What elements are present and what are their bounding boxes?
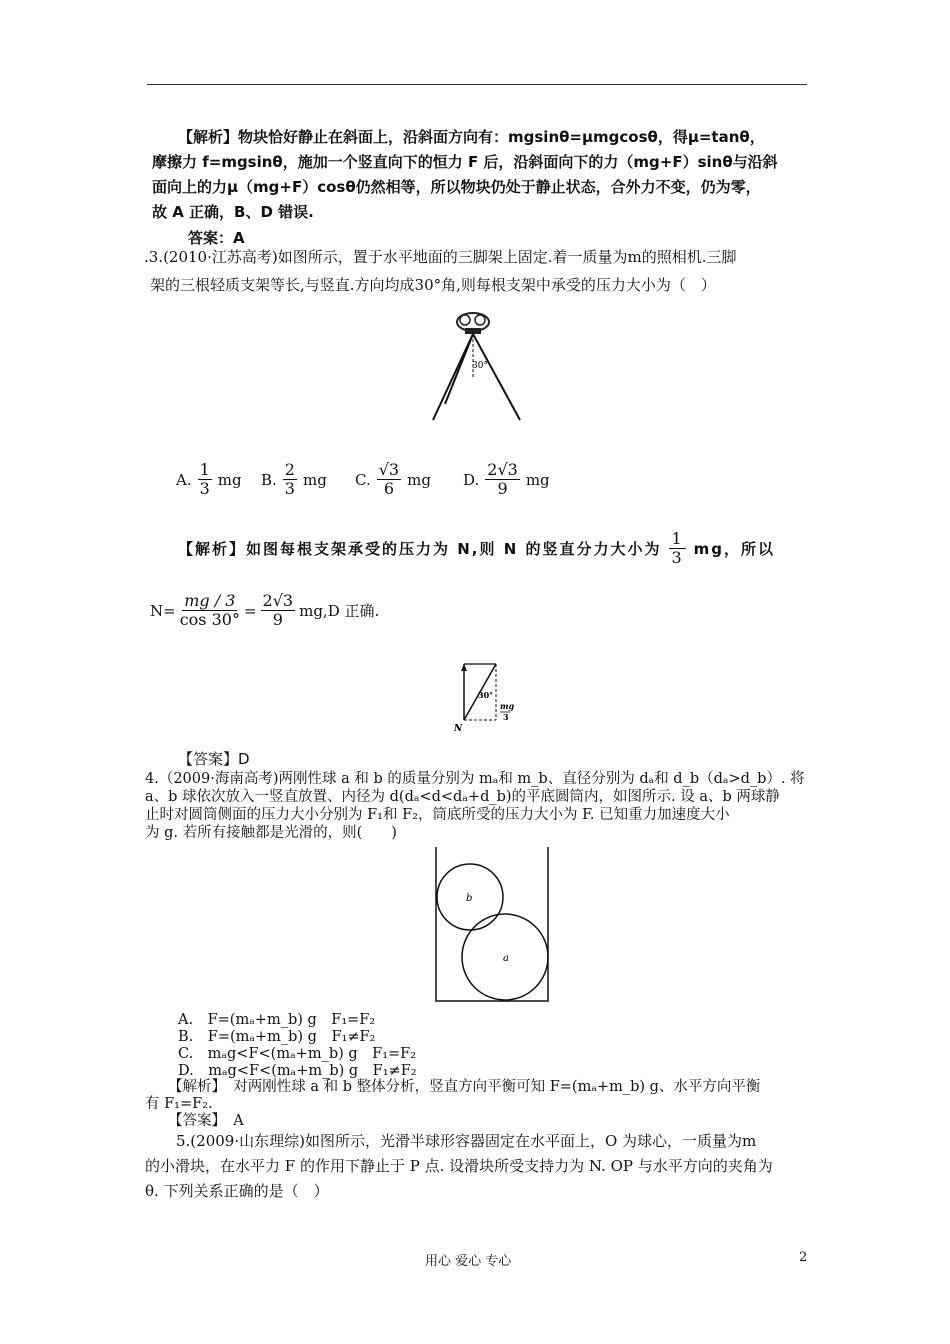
q4-explanation-line2: 有 F₁=F₂. (145, 1096, 213, 1112)
q4-option-c: C. mₐg<F<(mₐ+m_b) g F₁=F₂ (178, 1046, 417, 1062)
q5-line3: θ. 下列关系正确的是（ ） (145, 1182, 329, 1200)
tripod-leg-right (473, 334, 520, 420)
tripod-leg-middle (445, 334, 473, 404)
q3-answer: 【答案】D (178, 750, 250, 768)
q3-option-c: C. $\frac{√3}{6}$ mg (355, 460, 431, 499)
triangle-angle-label: 30° (478, 690, 494, 700)
q3-option-b: B. $\frac{2}{3}$ mg (261, 460, 327, 499)
q3-option-a: A. $\frac{1}{3}$ mg (176, 460, 242, 499)
q4-line3: 止时对圆筒侧面的压力大小分别为 F₁和 F₂，筒底所受的压力大小为 F. 已知重力加速度大小 (145, 807, 730, 823)
q3-line2: 架的三根轻质支架等长,与竖直.方向均成30°角,则每根支架中承受的压力大小为（ ） (150, 276, 716, 294)
q3-equation: N= $\frac{mg / 3}{\cos 30^\circ}$ = $\frac{2√3}{9}$ mg,D 正确. (150, 591, 380, 630)
mg-denominator: 3 (503, 712, 509, 722)
q5-line2: 的小滑块，在水平力 F 的作用下静止于 P 点. 设滑块所受支持力为 N. OP 与水平方向的夹角为 (145, 1157, 773, 1175)
header-rule (147, 84, 807, 85)
n-label: N (454, 724, 463, 734)
q3-explanation-line1: 【解析】如图每根支架承受的压力为 N,则 N 的竖直分力大小为 $\frac{1}{3}$ mg，所以 (178, 529, 776, 568)
p1-line4: 故 A 正确，B、D 错误. (152, 203, 314, 221)
force-triangle-figure (452, 658, 522, 738)
q4-line2: a、b 球依次放入一竖直放置、内径为 d(dₐ<d<dₐ+d_b)的平底圆筒内，如图所示. 设 a、b 两球静 (145, 789, 780, 805)
ball-a-label: a (503, 953, 509, 964)
q3-line1: .3.(2010·江苏高考)如图所示，置于水平地面的三脚架上固定.着一质量为m的照相机.三脚 (144, 248, 737, 266)
p1-answer: 答案：A (188, 229, 245, 247)
footer-motto: 用心 爱心 专心 (425, 1254, 512, 1269)
arrow-head-icon (461, 664, 467, 671)
tripod-figure (425, 308, 525, 423)
q4-answer: 【答案】 A (168, 1113, 244, 1129)
p1-line3: 面向上的力μ（mg+F）cosθ仍然相等，所以物块仍处于静止状态，合外力不变，仍为零， (152, 178, 761, 196)
q3-option-d: D. $\frac{2√3}{9}$ mg (463, 460, 550, 499)
q4-option-a: A. F=(mₐ+m_b) g F₁=F₂ (178, 1012, 376, 1028)
q4-line1: 4.（2009·海南高考)两刚性球 a 和 b 的质量分别为 mₐ和 m_b、直径分别为 dₐ和 d_b（dₐ>d_b）. 将 (145, 771, 805, 787)
q4-option-d: D. mₐg<F<(mₐ+m_b) g F₁≠F₂ (178, 1063, 417, 1079)
page-number: 2 (799, 1250, 808, 1265)
camera-icon (457, 313, 489, 334)
cylinder-figure (430, 845, 555, 1005)
tripod-angle-label: 30° (472, 361, 488, 371)
q5-line1: 5.(2009·山东理综)如图所示，光滑半球形容器固定在水平面上，O 为球心，一质量为m (176, 1132, 757, 1150)
p1-line1: 【解析】物块恰好静止在斜面上，沿斜面方向有：mgsinθ=μmgcosθ，得μ=tanθ， (178, 128, 765, 146)
q4-explanation-line1: 【解析】 对两刚性球 a 和 b 整体分析，竖直方向平衡可知 F=(mₐ+m_b) g、水平方向平衡 (168, 1079, 761, 1095)
mg-numerator: mg (500, 701, 515, 711)
q4-line4: 为 g. 若所有接触都是光滑的，则( ) (145, 825, 397, 841)
p1-line2: 摩擦力 f=mgsinθ，施加一个竖直向下的恒力 F 后，沿斜面向下的力（mg+F）sinθ与沿斜 (152, 153, 778, 171)
cylinder-wall (436, 847, 548, 1001)
q4-option-b: B. F=(mₐ+m_b) g F₁≠F₂ (178, 1029, 376, 1045)
ball-b-label: b (466, 893, 473, 904)
